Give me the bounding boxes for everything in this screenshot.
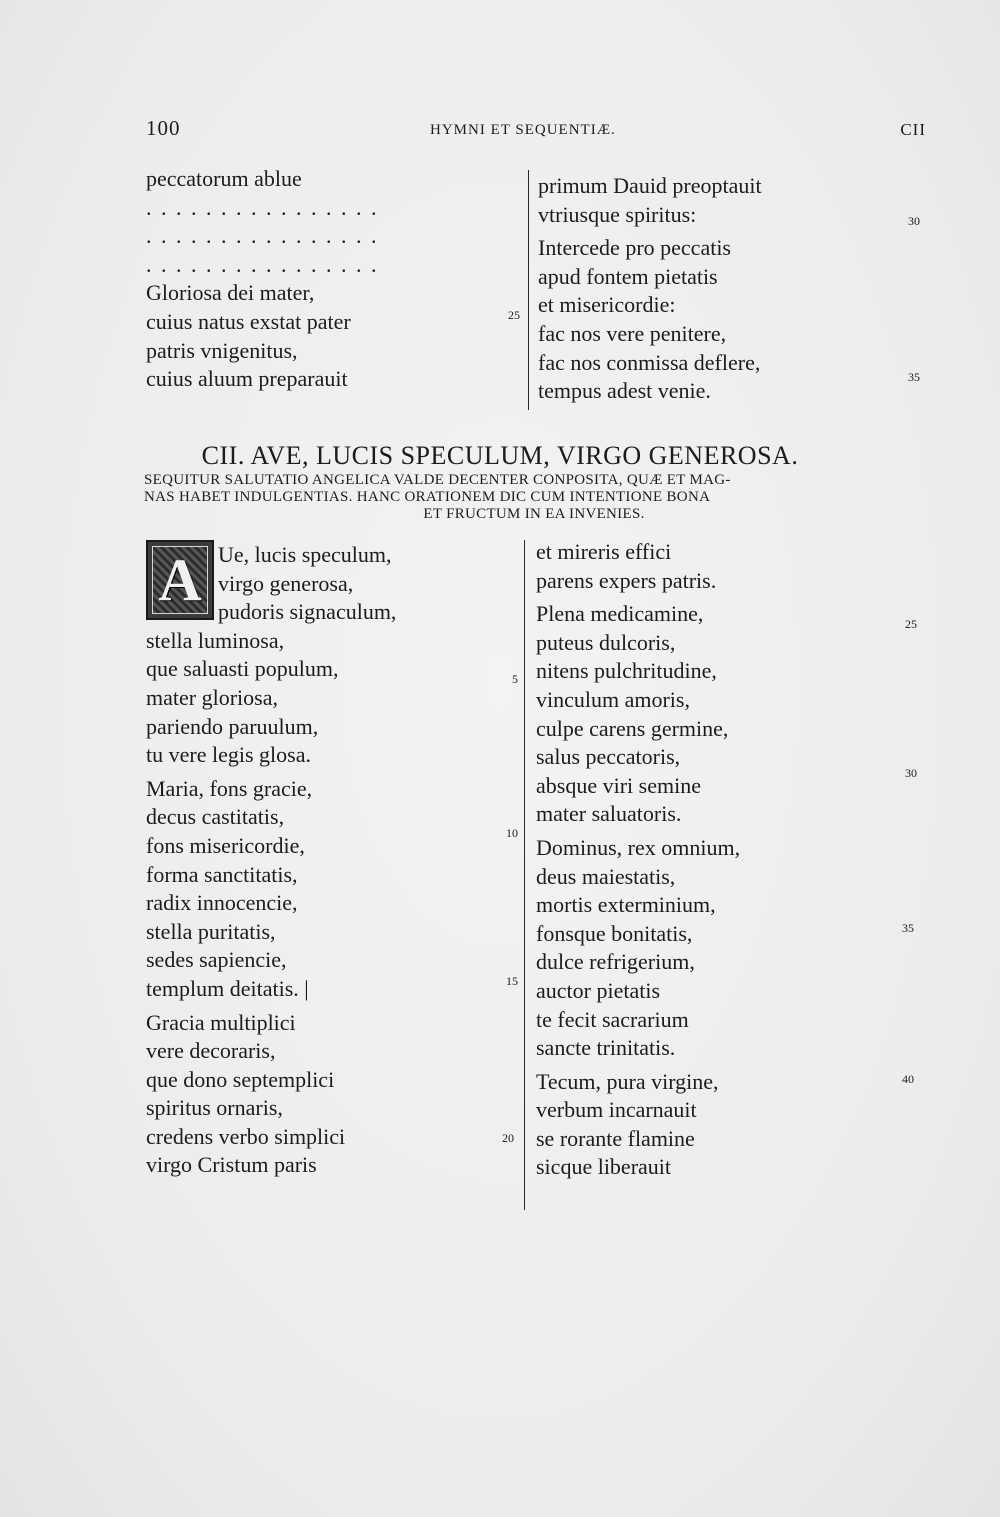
verse-line: pudoris signaculum,: [218, 599, 397, 625]
verse-line: Ue, lucis speculum,: [218, 542, 392, 567]
verse-line: sancte trinitatis.: [536, 1035, 676, 1061]
verse-line: vinculum amoris,: [536, 686, 690, 712]
hymn-title: CII. AVE, LUCIS SPECULUM, VIRGO GENEROSA.: [201, 441, 799, 470]
verse-line: mater saluatoris.: [536, 801, 682, 827]
verse-line: stella luminosa,: [146, 627, 285, 653]
verse-line: primum Dauid preoptauit: [538, 173, 762, 198]
line-number: 40: [902, 1072, 914, 1086]
verse-line: salus peccatoris,: [536, 744, 681, 770]
ellipsis-line: . . . . . . . . . . . . . . . .: [146, 194, 379, 220]
verse-line: pariendo paruulum,: [146, 713, 319, 739]
line-number: 10: [506, 826, 518, 840]
verse-line: fac nos vere penitere,: [538, 320, 727, 346]
line-number: 35: [908, 370, 920, 384]
verse-line: dulce refrigerium,: [536, 949, 695, 975]
main-left-column: [146, 541, 396, 1180]
verse-line: deus maiestatis,: [536, 863, 676, 889]
column-divider: [524, 540, 525, 1210]
line-number: 30: [908, 214, 920, 228]
verse-line: vere decoraris,: [146, 1038, 276, 1064]
verse-line: fonsque bonitatis,: [536, 920, 693, 946]
line-number: 15: [506, 974, 518, 988]
verse-line: radix innocencie,: [146, 890, 298, 916]
verse-line: puteus dulcoris,: [536, 629, 676, 655]
top-left-column: [146, 165, 379, 394]
verse-line: mater gloriosa,: [146, 684, 278, 710]
verse-line: patris vnigenitus,: [146, 337, 298, 363]
verse-line: que saluasti populum,: [146, 656, 339, 682]
verse-line: nitens pulchritudine,: [536, 658, 717, 684]
verse-line: credens verbo simplici: [146, 1123, 346, 1149]
verse-line: virgo Cristum paris: [146, 1152, 317, 1178]
line-number: 30: [905, 766, 917, 780]
verse-line: Maria, fons gracie,: [146, 775, 313, 801]
running-title: HYMNI ET SEQUENTIÆ.: [430, 122, 616, 138]
column-divider: [528, 170, 529, 410]
verse-line: Dominus, rex omnium,: [536, 834, 741, 860]
verse-line: fons misericordie,: [146, 832, 305, 858]
line-number: 35: [902, 921, 914, 935]
verse-line: sedes sapiencie,: [146, 947, 287, 973]
page-number: 100: [146, 116, 181, 140]
verse-line: cuius aluum preparauit: [146, 366, 348, 392]
verse-line: que dono septemplici: [146, 1066, 335, 1092]
verse-line: tempus adest venie.: [538, 378, 711, 404]
ellipsis-line: . . . . . . . . . . . . . . . .: [146, 223, 379, 249]
verse-line: tu vere legis glosa.: [146, 742, 311, 768]
verse-line: se rorante flamine: [536, 1125, 695, 1151]
page-header: [146, 116, 926, 150]
verse-line: apud fontem pietatis: [538, 263, 718, 289]
verse-line: Intercede pro peccatis: [538, 235, 731, 261]
line-number: 20: [502, 1131, 514, 1145]
verse-line: virgo generosa,: [218, 570, 354, 596]
verse-line: vtriusque spiritus:: [538, 201, 697, 227]
initial-letter: A: [158, 546, 202, 613]
verse-line: Gracia multiplici: [146, 1009, 296, 1035]
verse-line: absque viri semine: [536, 772, 701, 798]
verse-line: te fecit sacrarium: [536, 1006, 689, 1032]
verse-line: verbum incarnauit: [536, 1097, 697, 1123]
verse-line: sicque liberauit: [536, 1154, 672, 1180]
verse-line: fac nos conmissa deflere,: [538, 349, 761, 375]
hymn-rubric: [144, 472, 924, 523]
line-number: 25: [905, 617, 917, 631]
ellipsis-line: . . . . . . . . . . . . . . . .: [146, 251, 379, 277]
verse-line: forma sanctitatis,: [146, 861, 298, 887]
verse-line: cuius natus exstat pater: [146, 308, 351, 334]
verse-line: decus castitatis,: [146, 804, 285, 830]
verse-line: auctor pietatis: [536, 977, 661, 1003]
verse-line: culpe carens germine,: [536, 715, 729, 741]
verse-line: peccatorum ablue: [146, 166, 302, 191]
verse-line: Gloriosa dei mater,: [146, 280, 315, 306]
rubric-line: NAS HABET INDULGENTIAS. HANC ORATIONEM DIC CUM INTENTIONE BONA: [144, 489, 711, 505]
verse-line: Tecum, pura virgine,: [536, 1068, 719, 1094]
verse-line: mortis exterminium,: [536, 892, 716, 918]
verse-line: templum deitatis. |: [146, 975, 309, 1001]
verse-line: Plena medicamine,: [536, 601, 704, 627]
verse-line: parens expers patris.: [536, 567, 717, 593]
section-number: CII: [900, 120, 926, 139]
verse-line: et misericordie:: [538, 292, 676, 318]
line-number: 5: [512, 672, 518, 686]
rubric-line: ET FRUCTUM IN EA INVENIES.: [423, 506, 645, 522]
top-right-column: [538, 172, 762, 406]
verse-line: stella puritatis,: [146, 918, 276, 944]
rubric-line: SEQUITUR SALUTATIO ANGELICA VALDE DECENTER CONPOSITA, QUÆ ET MAG-: [144, 472, 731, 488]
verse-line: spiritus ornaris,: [146, 1095, 283, 1121]
verse-line: et mireris effici: [536, 539, 672, 564]
main-right-column: [536, 538, 740, 1182]
line-number: 25: [508, 308, 520, 322]
